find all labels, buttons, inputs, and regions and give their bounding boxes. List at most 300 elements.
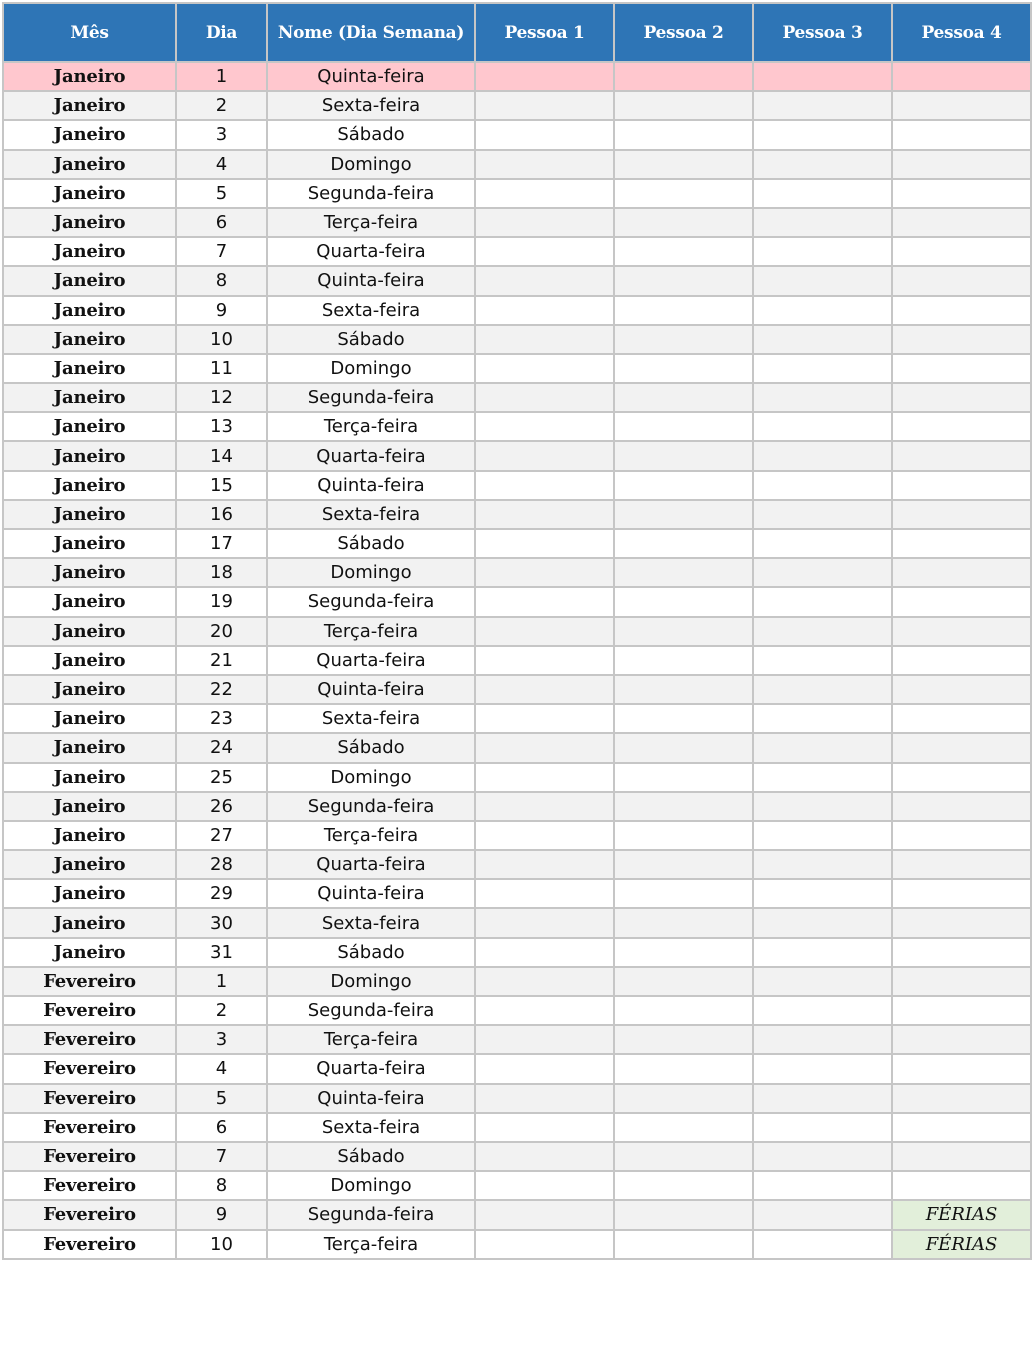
- cell-pessoa-3[interactable]: [753, 967, 892, 996]
- cell-pessoa-2[interactable]: [614, 529, 753, 558]
- cell-dia[interactable]: 6: [176, 1113, 267, 1142]
- cell-pessoa-3[interactable]: [753, 908, 892, 937]
- cell-nome-dia-semana[interactable]: Sábado: [267, 529, 475, 558]
- cell-mes[interactable]: Janeiro: [3, 908, 176, 937]
- cell-pessoa-2[interactable]: [614, 558, 753, 587]
- cell-nome-dia-semana[interactable]: Terça-feira: [267, 1025, 475, 1054]
- cell-dia[interactable]: 3: [176, 1025, 267, 1054]
- cell-dia[interactable]: 9: [176, 296, 267, 325]
- cell-nome-dia-semana[interactable]: Domingo: [267, 150, 475, 179]
- cell-pessoa-3[interactable]: [753, 821, 892, 850]
- cell-pessoa-4[interactable]: [892, 1142, 1031, 1171]
- cell-pessoa-1[interactable]: [475, 850, 614, 879]
- cell-pessoa-3[interactable]: [753, 62, 892, 91]
- cell-pessoa-1[interactable]: [475, 558, 614, 587]
- cell-pessoa-4[interactable]: FÉRIAS: [892, 1230, 1031, 1259]
- cell-pessoa-4[interactable]: [892, 996, 1031, 1025]
- cell-nome-dia-semana[interactable]: Sexta-feira: [267, 704, 475, 733]
- cell-nome-dia-semana[interactable]: Quarta-feira: [267, 1054, 475, 1083]
- cell-pessoa-2[interactable]: [614, 1200, 753, 1229]
- cell-nome-dia-semana[interactable]: Terça-feira: [267, 208, 475, 237]
- cell-pessoa-2[interactable]: [614, 879, 753, 908]
- cell-pessoa-1[interactable]: [475, 354, 614, 383]
- cell-pessoa-1[interactable]: [475, 383, 614, 412]
- cell-pessoa-2[interactable]: [614, 383, 753, 412]
- cell-pessoa-3[interactable]: [753, 1113, 892, 1142]
- cell-pessoa-4[interactable]: [892, 938, 1031, 967]
- cell-pessoa-3[interactable]: [753, 91, 892, 120]
- cell-mes[interactable]: Fevereiro: [3, 1142, 176, 1171]
- cell-pessoa-2[interactable]: [614, 1113, 753, 1142]
- cell-mes[interactable]: Janeiro: [3, 646, 176, 675]
- cell-pessoa-2[interactable]: [614, 208, 753, 237]
- cell-pessoa-3[interactable]: [753, 704, 892, 733]
- cell-pessoa-4[interactable]: [892, 208, 1031, 237]
- cell-pessoa-1[interactable]: [475, 150, 614, 179]
- cell-mes[interactable]: Fevereiro: [3, 1025, 176, 1054]
- cell-pessoa-2[interactable]: [614, 850, 753, 879]
- cell-pessoa-1[interactable]: [475, 1113, 614, 1142]
- cell-pessoa-4[interactable]: [892, 558, 1031, 587]
- cell-pessoa-1[interactable]: [475, 879, 614, 908]
- cell-pessoa-4[interactable]: [892, 500, 1031, 529]
- cell-nome-dia-semana[interactable]: Sexta-feira: [267, 91, 475, 120]
- cell-pessoa-3[interactable]: [753, 529, 892, 558]
- cell-pessoa-4[interactable]: [892, 733, 1031, 762]
- cell-pessoa-3[interactable]: [753, 763, 892, 792]
- cell-mes[interactable]: Janeiro: [3, 675, 176, 704]
- cell-pessoa-4[interactable]: [892, 237, 1031, 266]
- cell-pessoa-1[interactable]: [475, 938, 614, 967]
- cell-dia[interactable]: 25: [176, 763, 267, 792]
- cell-nome-dia-semana[interactable]: Segunda-feira: [267, 383, 475, 412]
- cell-dia[interactable]: 17: [176, 529, 267, 558]
- cell-pessoa-1[interactable]: [475, 587, 614, 616]
- cell-mes[interactable]: Fevereiro: [3, 1200, 176, 1229]
- cell-pessoa-2[interactable]: [614, 296, 753, 325]
- cell-pessoa-2[interactable]: [614, 792, 753, 821]
- cell-pessoa-2[interactable]: [614, 471, 753, 500]
- cell-pessoa-4[interactable]: [892, 1054, 1031, 1083]
- table-row: [3, 879, 1031, 908]
- cell-pessoa-1[interactable]: [475, 1171, 614, 1200]
- cell-pessoa-2[interactable]: [614, 675, 753, 704]
- cell-nome-dia-semana[interactable]: Quinta-feira: [267, 471, 475, 500]
- cell-nome-dia-semana[interactable]: Domingo: [267, 558, 475, 587]
- cell-pessoa-3[interactable]: [753, 412, 892, 441]
- cell-pessoa-1[interactable]: [475, 1142, 614, 1171]
- cell-pessoa-2[interactable]: [614, 1142, 753, 1171]
- cell-pessoa-4[interactable]: [892, 354, 1031, 383]
- cell-pessoa-1[interactable]: [475, 296, 614, 325]
- cell-pessoa-1[interactable]: [475, 967, 614, 996]
- cell-nome-dia-semana[interactable]: Terça-feira: [267, 412, 475, 441]
- cell-pessoa-2[interactable]: [614, 412, 753, 441]
- cell-dia[interactable]: 1: [176, 967, 267, 996]
- cell-nome-dia-semana[interactable]: Segunda-feira: [267, 179, 475, 208]
- cell-mes[interactable]: Fevereiro: [3, 996, 176, 1025]
- cell-pessoa-1[interactable]: [475, 908, 614, 937]
- cell-dia[interactable]: 4: [176, 150, 267, 179]
- cell-dia[interactable]: 30: [176, 908, 267, 937]
- cell-pessoa-1[interactable]: [475, 792, 614, 821]
- cell-pessoa-2[interactable]: [614, 150, 753, 179]
- cell-pessoa-2[interactable]: [614, 62, 753, 91]
- cell-mes[interactable]: Janeiro: [3, 821, 176, 850]
- cell-pessoa-3[interactable]: [753, 325, 892, 354]
- cell-pessoa-2[interactable]: [614, 646, 753, 675]
- cell-mes[interactable]: Janeiro: [3, 120, 176, 149]
- cell-pessoa-3[interactable]: [753, 500, 892, 529]
- cell-nome-dia-semana[interactable]: Sábado: [267, 733, 475, 762]
- cell-nome-dia-semana[interactable]: Quarta-feira: [267, 237, 475, 266]
- cell-mes[interactable]: Janeiro: [3, 733, 176, 762]
- cell-mes[interactable]: Fevereiro: [3, 1230, 176, 1259]
- table-row: [3, 441, 1031, 470]
- cell-mes[interactable]: Janeiro: [3, 500, 176, 529]
- cell-pessoa-1[interactable]: [475, 441, 614, 470]
- cell-pessoa-2[interactable]: [614, 1171, 753, 1200]
- cell-mes[interactable]: Janeiro: [3, 179, 176, 208]
- cell-pessoa-2[interactable]: [614, 617, 753, 646]
- cell-mes[interactable]: Janeiro: [3, 383, 176, 412]
- header-pessoa-1[interactable]: Pessoa 1: [475, 3, 614, 62]
- cell-mes[interactable]: Janeiro: [3, 91, 176, 120]
- cell-pessoa-1[interactable]: [475, 266, 614, 295]
- cell-pessoa-2[interactable]: [614, 354, 753, 383]
- cell-mes[interactable]: Fevereiro: [3, 1171, 176, 1200]
- cell-pessoa-3[interactable]: [753, 237, 892, 266]
- cell-pessoa-4[interactable]: [892, 792, 1031, 821]
- cell-pessoa-1[interactable]: [475, 325, 614, 354]
- header-nome-dia-semana[interactable]: Nome (Dia Semana): [267, 3, 475, 62]
- cell-pessoa-2[interactable]: [614, 733, 753, 762]
- cell-nome-dia-semana[interactable]: Domingo: [267, 967, 475, 996]
- cell-pessoa-4[interactable]: [892, 646, 1031, 675]
- cell-pessoa-3[interactable]: [753, 1054, 892, 1083]
- cell-pessoa-1[interactable]: [475, 821, 614, 850]
- cell-nome-dia-semana[interactable]: Quinta-feira: [267, 879, 475, 908]
- cell-pessoa-4[interactable]: FÉRIAS: [892, 1200, 1031, 1229]
- cell-pessoa-1[interactable]: [475, 675, 614, 704]
- cell-pessoa-2[interactable]: [614, 179, 753, 208]
- cell-pessoa-1[interactable]: [475, 237, 614, 266]
- cell-pessoa-3[interactable]: [753, 733, 892, 762]
- cell-pessoa-2[interactable]: [614, 237, 753, 266]
- cell-pessoa-3[interactable]: [753, 850, 892, 879]
- cell-pessoa-1[interactable]: [475, 500, 614, 529]
- cell-pessoa-2[interactable]: [614, 938, 753, 967]
- cell-pessoa-4[interactable]: [892, 850, 1031, 879]
- cell-pessoa-4[interactable]: [892, 675, 1031, 704]
- cell-mes[interactable]: Janeiro: [3, 208, 176, 237]
- cell-pessoa-1[interactable]: [475, 412, 614, 441]
- cell-mes[interactable]: Janeiro: [3, 938, 176, 967]
- cell-dia[interactable]: 9: [176, 1200, 267, 1229]
- cell-pessoa-2[interactable]: [614, 908, 753, 937]
- cell-pessoa-1[interactable]: [475, 529, 614, 558]
- cell-dia[interactable]: 13: [176, 412, 267, 441]
- cell-pessoa-4[interactable]: [892, 441, 1031, 470]
- cell-mes[interactable]: Janeiro: [3, 62, 176, 91]
- cell-dia[interactable]: 19: [176, 587, 267, 616]
- cell-pessoa-4[interactable]: [892, 587, 1031, 616]
- cell-pessoa-3[interactable]: [753, 1084, 892, 1113]
- cell-pessoa-4[interactable]: [892, 763, 1031, 792]
- cell-pessoa-2[interactable]: [614, 967, 753, 996]
- cell-pessoa-3[interactable]: [753, 1200, 892, 1229]
- cell-pessoa-3[interactable]: [753, 558, 892, 587]
- cell-nome-dia-semana[interactable]: Sexta-feira: [267, 1113, 475, 1142]
- cell-mes[interactable]: Fevereiro: [3, 1084, 176, 1113]
- cell-pessoa-1[interactable]: [475, 1025, 614, 1054]
- cell-pessoa-4[interactable]: [892, 296, 1031, 325]
- cell-pessoa-2[interactable]: [614, 500, 753, 529]
- cell-pessoa-1[interactable]: [475, 471, 614, 500]
- cell-nome-dia-semana[interactable]: Sábado: [267, 325, 475, 354]
- cell-pessoa-1[interactable]: [475, 1230, 614, 1259]
- cell-dia[interactable]: 14: [176, 441, 267, 470]
- cell-pessoa-1[interactable]: [475, 1054, 614, 1083]
- cell-nome-dia-semana[interactable]: Terça-feira: [267, 617, 475, 646]
- cell-nome-dia-semana[interactable]: Terça-feira: [267, 821, 475, 850]
- cell-dia[interactable]: 15: [176, 471, 267, 500]
- cell-pessoa-2[interactable]: [614, 1054, 753, 1083]
- cell-pessoa-4[interactable]: [892, 383, 1031, 412]
- cell-pessoa-3[interactable]: [753, 354, 892, 383]
- cell-pessoa-3[interactable]: [753, 938, 892, 967]
- cell-nome-dia-semana[interactable]: Quarta-feira: [267, 646, 475, 675]
- cell-pessoa-1[interactable]: [475, 733, 614, 762]
- cell-mes[interactable]: Janeiro: [3, 792, 176, 821]
- cell-dia[interactable]: 16: [176, 500, 267, 529]
- cell-nome-dia-semana[interactable]: Segunda-feira: [267, 996, 475, 1025]
- cell-pessoa-3[interactable]: [753, 646, 892, 675]
- header-pessoa-4[interactable]: Pessoa 4: [892, 3, 1031, 62]
- cell-mes[interactable]: Janeiro: [3, 617, 176, 646]
- cell-pessoa-4[interactable]: [892, 617, 1031, 646]
- cell-nome-dia-semana[interactable]: Domingo: [267, 354, 475, 383]
- cell-pessoa-4[interactable]: [892, 704, 1031, 733]
- cell-pessoa-3[interactable]: [753, 675, 892, 704]
- cell-pessoa-4[interactable]: [892, 821, 1031, 850]
- cell-pessoa-4[interactable]: [892, 91, 1031, 120]
- cell-mes[interactable]: Janeiro: [3, 325, 176, 354]
- cell-dia[interactable]: 7: [176, 1142, 267, 1171]
- cell-pessoa-3[interactable]: [753, 792, 892, 821]
- cell-pessoa-4[interactable]: [892, 179, 1031, 208]
- cell-mes[interactable]: Fevereiro: [3, 967, 176, 996]
- table-row: [3, 617, 1031, 646]
- cell-dia[interactable]: 7: [176, 237, 267, 266]
- cell-pessoa-4[interactable]: [892, 908, 1031, 937]
- cell-pessoa-2[interactable]: [614, 91, 753, 120]
- cell-pessoa-4[interactable]: [892, 471, 1031, 500]
- cell-pessoa-3[interactable]: [753, 1230, 892, 1259]
- cell-nome-dia-semana[interactable]: Quinta-feira: [267, 1084, 475, 1113]
- cell-dia[interactable]: 22: [176, 675, 267, 704]
- cell-dia[interactable]: 8: [176, 266, 267, 295]
- cell-dia[interactable]: 4: [176, 1054, 267, 1083]
- cell-dia[interactable]: 24: [176, 733, 267, 762]
- cell-nome-dia-semana[interactable]: Sexta-feira: [267, 908, 475, 937]
- cell-pessoa-2[interactable]: [614, 587, 753, 616]
- cell-nome-dia-semana[interactable]: Quinta-feira: [267, 62, 475, 91]
- cell-nome-dia-semana[interactable]: Sábado: [267, 938, 475, 967]
- cell-pessoa-2[interactable]: [614, 1025, 753, 1054]
- cell-dia[interactable]: 10: [176, 325, 267, 354]
- cell-pessoa-4[interactable]: [892, 1025, 1031, 1054]
- cell-nome-dia-semana[interactable]: Domingo: [267, 1171, 475, 1200]
- cell-pessoa-1[interactable]: [475, 646, 614, 675]
- header-pessoa-2[interactable]: Pessoa 2: [614, 3, 753, 62]
- cell-pessoa-1[interactable]: [475, 179, 614, 208]
- cell-pessoa-3[interactable]: [753, 1171, 892, 1200]
- cell-mes[interactable]: Janeiro: [3, 354, 176, 383]
- cell-pessoa-4[interactable]: [892, 120, 1031, 149]
- cell-dia[interactable]: 8: [176, 1171, 267, 1200]
- cell-dia[interactable]: 26: [176, 792, 267, 821]
- cell-pessoa-1[interactable]: [475, 617, 614, 646]
- table-row: [3, 471, 1031, 500]
- cell-pessoa-3[interactable]: [753, 179, 892, 208]
- cell-pessoa-2[interactable]: [614, 821, 753, 850]
- cell-pessoa-2[interactable]: [614, 325, 753, 354]
- cell-mes[interactable]: Janeiro: [3, 558, 176, 587]
- cell-pessoa-2[interactable]: [614, 441, 753, 470]
- cell-nome-dia-semana[interactable]: Quinta-feira: [267, 675, 475, 704]
- cell-nome-dia-semana[interactable]: Segunda-feira: [267, 792, 475, 821]
- cell-mes[interactable]: Janeiro: [3, 266, 176, 295]
- cell-dia[interactable]: 18: [176, 558, 267, 587]
- cell-dia[interactable]: 28: [176, 850, 267, 879]
- cell-pessoa-2[interactable]: [614, 1084, 753, 1113]
- cell-mes[interactable]: Janeiro: [3, 763, 176, 792]
- cell-pessoa-3[interactable]: [753, 879, 892, 908]
- cell-pessoa-1[interactable]: [475, 763, 614, 792]
- cell-pessoa-4[interactable]: [892, 325, 1031, 354]
- cell-nome-dia-semana[interactable]: Sexta-feira: [267, 500, 475, 529]
- cell-nome-dia-semana[interactable]: Segunda-feira: [267, 1200, 475, 1229]
- cell-pessoa-1[interactable]: [475, 704, 614, 733]
- cell-pessoa-2[interactable]: [614, 266, 753, 295]
- cell-dia[interactable]: 31: [176, 938, 267, 967]
- cell-pessoa-3[interactable]: [753, 441, 892, 470]
- cell-pessoa-4[interactable]: [892, 150, 1031, 179]
- cell-pessoa-4[interactable]: [892, 1113, 1031, 1142]
- cell-pessoa-3[interactable]: [753, 266, 892, 295]
- cell-mes[interactable]: Janeiro: [3, 150, 176, 179]
- cell-pessoa-1[interactable]: [475, 208, 614, 237]
- cell-dia[interactable]: 12: [176, 383, 267, 412]
- cell-pessoa-2[interactable]: [614, 763, 753, 792]
- cell-mes[interactable]: Janeiro: [3, 850, 176, 879]
- cell-pessoa-4[interactable]: [892, 879, 1031, 908]
- cell-pessoa-4[interactable]: [892, 412, 1031, 441]
- cell-dia[interactable]: 1: [176, 62, 267, 91]
- header-dia[interactable]: Dia: [176, 3, 267, 62]
- cell-dia[interactable]: 23: [176, 704, 267, 733]
- cell-pessoa-4[interactable]: [892, 1084, 1031, 1113]
- cell-pessoa-2[interactable]: [614, 996, 753, 1025]
- cell-pessoa-3[interactable]: [753, 617, 892, 646]
- cell-nome-dia-semana[interactable]: Quarta-feira: [267, 850, 475, 879]
- header-pessoa-3[interactable]: Pessoa 3: [753, 3, 892, 62]
- cell-mes[interactable]: Janeiro: [3, 296, 176, 325]
- cell-mes[interactable]: Janeiro: [3, 441, 176, 470]
- cell-dia[interactable]: 2: [176, 91, 267, 120]
- cell-dia[interactable]: 21: [176, 646, 267, 675]
- cell-pessoa-3[interactable]: [753, 120, 892, 149]
- table-row: [3, 1054, 1031, 1083]
- cell-nome-dia-semana[interactable]: Sábado: [267, 1142, 475, 1171]
- cell-dia[interactable]: 27: [176, 821, 267, 850]
- cell-pessoa-1[interactable]: [475, 1200, 614, 1229]
- cell-nome-dia-semana[interactable]: Sábado: [267, 120, 475, 149]
- cell-mes[interactable]: Janeiro: [3, 471, 176, 500]
- cell-nome-dia-semana[interactable]: Terça-feira: [267, 1230, 475, 1259]
- cell-pessoa-4[interactable]: [892, 62, 1031, 91]
- cell-pessoa-3[interactable]: [753, 471, 892, 500]
- cell-dia[interactable]: 29: [176, 879, 267, 908]
- cell-dia[interactable]: 10: [176, 1230, 267, 1259]
- cell-nome-dia-semana[interactable]: Sexta-feira: [267, 296, 475, 325]
- cell-mes[interactable]: Janeiro: [3, 237, 176, 266]
- cell-nome-dia-semana[interactable]: Domingo: [267, 763, 475, 792]
- table-row: [3, 150, 1031, 179]
- cell-dia[interactable]: 3: [176, 120, 267, 149]
- cell-nome-dia-semana[interactable]: Quarta-feira: [267, 441, 475, 470]
- cell-pessoa-3[interactable]: [753, 1142, 892, 1171]
- cell-pessoa-3[interactable]: [753, 150, 892, 179]
- cell-dia[interactable]: 5: [176, 179, 267, 208]
- cell-pessoa-1[interactable]: [475, 91, 614, 120]
- cell-pessoa-3[interactable]: [753, 1025, 892, 1054]
- cell-pessoa-3[interactable]: [753, 383, 892, 412]
- cell-mes[interactable]: Janeiro: [3, 529, 176, 558]
- cell-pessoa-3[interactable]: [753, 996, 892, 1025]
- cell-mes[interactable]: Fevereiro: [3, 1054, 176, 1083]
- cell-nome-dia-semana[interactable]: Quinta-feira: [267, 266, 475, 295]
- header-mes[interactable]: Mês: [3, 3, 176, 62]
- cell-pessoa-2[interactable]: [614, 704, 753, 733]
- cell-pessoa-1[interactable]: [475, 62, 614, 91]
- cell-dia[interactable]: 11: [176, 354, 267, 383]
- cell-pessoa-4[interactable]: [892, 529, 1031, 558]
- cell-pessoa-2[interactable]: [614, 120, 753, 149]
- cell-pessoa-3[interactable]: [753, 296, 892, 325]
- cell-pessoa-3[interactable]: [753, 208, 892, 237]
- cell-pessoa-3[interactable]: [753, 587, 892, 616]
- cell-mes[interactable]: Janeiro: [3, 879, 176, 908]
- cell-mes[interactable]: Janeiro: [3, 412, 176, 441]
- cell-dia[interactable]: 5: [176, 1084, 267, 1113]
- cell-dia[interactable]: 6: [176, 208, 267, 237]
- cell-pessoa-2[interactable]: [614, 1230, 753, 1259]
- cell-pessoa-1[interactable]: [475, 1084, 614, 1113]
- cell-pessoa-1[interactable]: [475, 120, 614, 149]
- cell-pessoa-4[interactable]: [892, 266, 1031, 295]
- cell-nome-dia-semana[interactable]: Segunda-feira: [267, 587, 475, 616]
- cell-mes[interactable]: Janeiro: [3, 587, 176, 616]
- cell-mes[interactable]: Fevereiro: [3, 1113, 176, 1142]
- cell-mes[interactable]: Janeiro: [3, 704, 176, 733]
- cell-pessoa-4[interactable]: [892, 1171, 1031, 1200]
- cell-pessoa-1[interactable]: [475, 996, 614, 1025]
- cell-dia[interactable]: 2: [176, 996, 267, 1025]
- cell-dia[interactable]: 20: [176, 617, 267, 646]
- cell-pessoa-4[interactable]: [892, 967, 1031, 996]
